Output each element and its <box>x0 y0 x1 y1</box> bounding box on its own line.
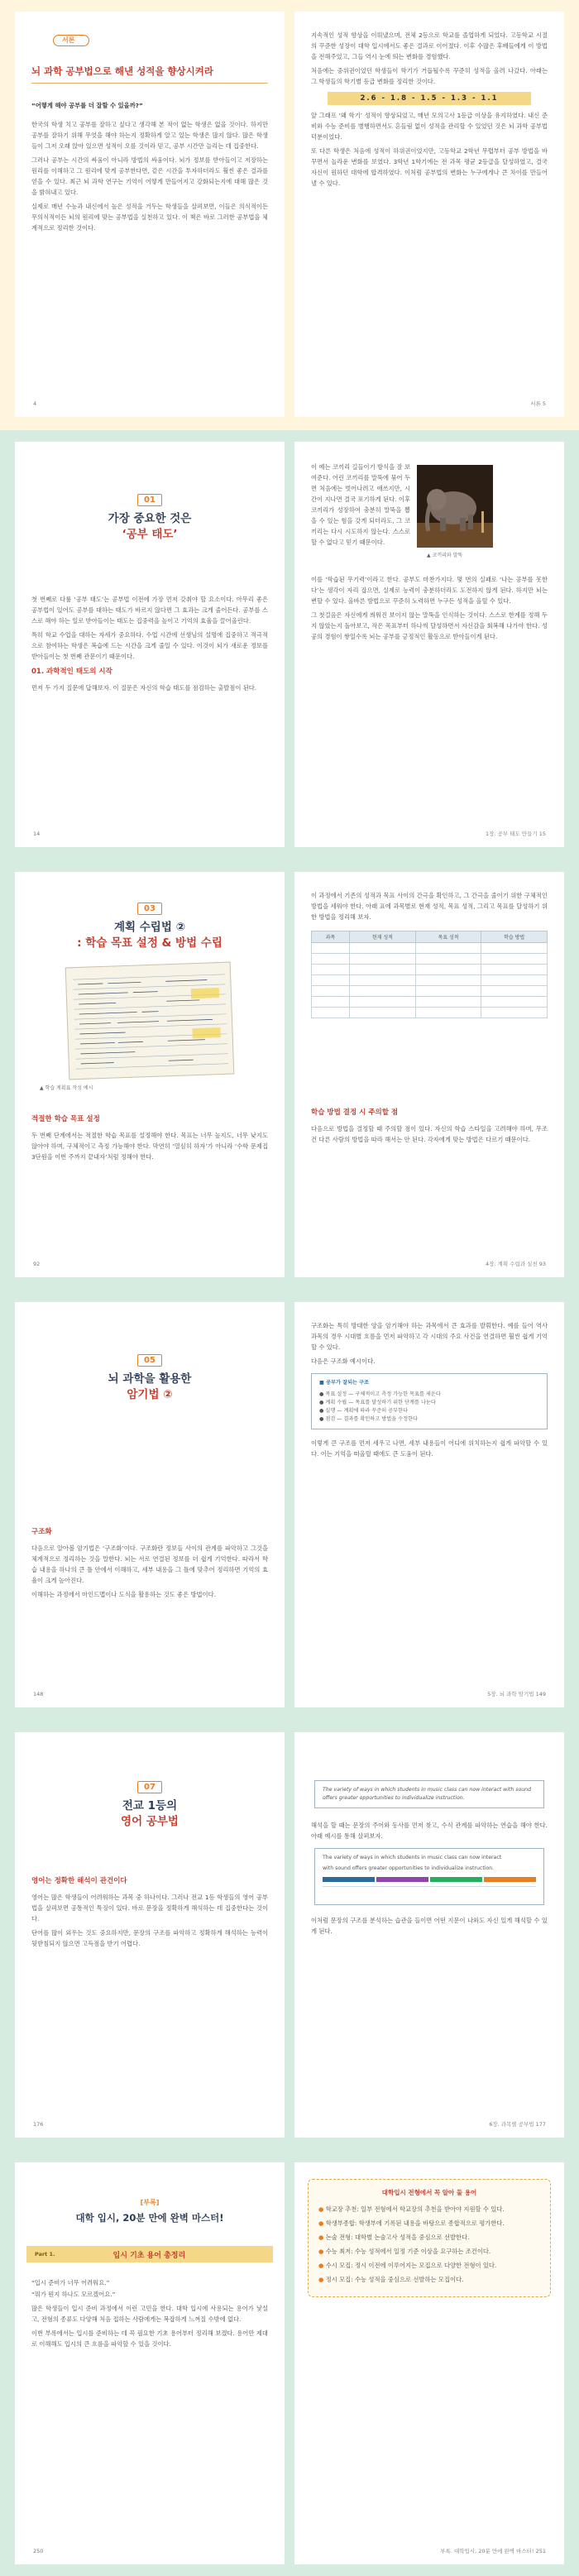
analysis-note <box>323 1886 536 1899</box>
analysis-sentence: The variety of ways in which students in music class can now interact <box>323 1855 502 1860</box>
paragraph: 그러나 공부는 시간의 싸움이 아니라 방법의 싸움이다. 뇌가 정보를 받아들이고 저장하는 원리를 이해하고 그 원리에 맞게 공부한다면, 같은 시간을 투자하더라도 훨씬 좋은 결과를 얻을 수 있다. 최근 뇌 과학 연구는 기억이 어떻게 만들어지고 강화되는지에 대해 많은 것을 밝혀내고 있다. <box>31 156 268 196</box>
legend-swatch <box>323 1877 375 1882</box>
body <box>31 100 268 233</box>
paragraph: 다음은 구조화 예시이다. <box>311 1357 376 1365</box>
subhead: 구조화 <box>31 1528 52 1536</box>
bullet-icon: ● <box>318 2205 326 2213</box>
diagram-line: ● 목표 설정 — 구체적이고 측정 가능한 목표를 세운다 <box>319 1391 441 1397</box>
page-right <box>294 1302 564 1707</box>
paragraph: “입시 준비가 너무 어려워요.” <box>31 2279 110 2286</box>
tag-row <box>53 35 285 46</box>
chapter-title <box>15 920 285 951</box>
appendix-title: 대학 입시, 20분 만에 완벽 마스터! <box>75 2212 224 2224</box>
page-left <box>15 872 285 1277</box>
page-number: 14 <box>33 831 41 837</box>
body <box>311 30 548 87</box>
headline: 뇌 과학 공부법으로 해낸 성적을 향상시켜라 <box>31 65 213 77</box>
legend-swatch <box>484 1877 536 1882</box>
diagram-line: ● 점검 — 결과를 확인하고 방법을 수정한다 <box>319 1416 419 1422</box>
spread-chapter-03-plan <box>0 860 579 1290</box>
paragraph: 특히 학교 수업을 대하는 자세가 중요하다. 수업 시간에 선생님의 설명에 집중하고 적극적으로 참여하는 학생은 복습에 드는 시간을 크게 줄일 수 있다. 이것이 뇌가 새로운 정보를 받아들이는 첫 번째 관문이기 때문이다. <box>31 631 268 660</box>
body <box>31 1114 268 1162</box>
table-row <box>312 943 548 954</box>
paragraph: 앞 그래프 ‘왜 학기’ 성적이 향상되었고, 매년 모의고사 1등급 이상을 유지하였다. 내신 준비와 수능 준비를 병행하면서도 흔들림 없이 성적을 관리할 수 있었던 것은 뇌 과학 공부법 덕분이었다. <box>311 112 548 141</box>
chapter-tag: 03 <box>137 903 162 915</box>
term: 정시 모집: 수능 성적을 중심으로 선발하는 모집이다. <box>325 2276 464 2283</box>
tag-row <box>15 898 285 915</box>
page-number: 92 <box>33 1261 41 1267</box>
body <box>311 1915 548 1937</box>
table-header-row <box>312 931 548 943</box>
chapter-title <box>15 1372 285 1403</box>
chapter-tag: 서론 <box>62 36 75 44</box>
legend-swatch <box>376 1877 428 1882</box>
chapter-title <box>15 511 285 543</box>
table-row <box>312 975 548 986</box>
chapter-tag: 01 <box>137 494 162 506</box>
page-right <box>294 442 564 847</box>
table-row <box>312 1008 548 1018</box>
page-number: 4장. 계획 수립과 실천 93 <box>486 1261 546 1267</box>
appendix-label: [부록] <box>140 2199 160 2206</box>
paragraph: 그 첫걸음은 자신에게 씌워진 보이지 않는 말뚝을 인식하는 것이다. 스스로 한계를 정해 두지 않았는지 돌아보고, 작은 목표부터 하나씩 달성하면서 자신감을 회복해 나가야 한다. 성공의 경험이 쌓일수록 뇌는 공부를 긍정적인 활동으로 받아들이게 된다. <box>311 611 548 640</box>
tag-row <box>15 490 285 506</box>
title-line: 암기법 ② <box>127 1388 173 1401</box>
body <box>311 1108 548 1145</box>
headline-rule <box>31 83 268 84</box>
paragraph: 이 과정에서 기존의 성적과 목표 사이의 간극을 확인하고, 그 간극을 줄이기 위한 구체적인 방법을 세워야 한다. 아래 표에 과목별로 현재 성적, 목표 성적, 그리고 목표를 달성하기 위한 방법을 정리해 보자. <box>311 892 548 921</box>
chapter-tag: 05 <box>137 1354 162 1367</box>
paragraph: 영어는 많은 학생들이 어려워하는 과목 중 하나이다. 그러나 전교 1등 학생들의 영어 공부법을 살펴보면 공통적인 특징이 있다. 바로 문장을 정확하게 해석하는 데 집중한다는 것이다. <box>31 1894 268 1922</box>
paragraph: 다음으로 알아볼 암기법은 ‘구조화’이다. 구조화란 정보들 사이의 관계를 파악하고 그것을 체계적으로 정리하는 것을 말한다. 뇌는 서로 연결된 정보를 더 쉽게 기억한다. 따라서 학습 내용을 하나의 큰 틀 안에서 이해하고, 세부 내용을 그 틀에 맞추어 정리하면 기억의 효율이 크게 높아진다. <box>31 1544 268 1584</box>
page-number: 부록. 대학입시, 20분 만에 완벽 마스터! 251 <box>440 2548 546 2554</box>
part-bar <box>26 2246 273 2262</box>
body <box>31 2277 268 2349</box>
spread-chapter-07-english <box>0 1721 579 2151</box>
bullet-icon: ● <box>318 2234 326 2241</box>
list-item <box>318 2246 540 2257</box>
paragraph: “뭐가 뭔지 하나도 모르겠어요.” <box>31 2291 116 2298</box>
paragraph: 먼저 두 가지 질문에 답해보자. 이 질문은 자신의 학습 태도를 점검하는 출발점이 된다. <box>31 684 257 692</box>
term: 논술 전형: 대학별 논술고사 성적을 중심으로 선발한다. <box>325 2234 470 2241</box>
spread-appendix <box>0 2151 579 2576</box>
diagram-line: ● 계획 수립 — 목표를 달성하기 위한 단계를 나눈다 <box>319 1400 436 1405</box>
paragraph: 해석을 할 때는 문장의 주어와 동사를 먼저 찾고, 수식 관계를 파악하는 연습을 해야 한다. 아래 예시를 통해 살펴보자. <box>311 1822 548 1840</box>
example-sentence: The variety of ways in which students in music class can now interact with sound offers greater opportunities to individualize instruction. <box>323 1787 532 1801</box>
color-legend <box>323 1877 536 1882</box>
subhead: 학습 방법 결정 시 주의할 점 <box>311 1108 399 1117</box>
list-item <box>318 2260 540 2271</box>
page-number: 148 <box>33 1691 44 1697</box>
bullet-icon: ● <box>318 2276 326 2283</box>
page-left <box>15 2162 285 2564</box>
paragraph: 이해하는 과정에서 마인드맵이나 도식을 활용하는 것도 좋은 방법이다. <box>31 1591 216 1598</box>
paragraph: 이 예는 코끼리 길들이기 방식을 잘 보여준다. 어린 코끼리를 말뚝에 묶어 두면 처음에는 벗어나려고 애쓰지만, 시간이 지나면 결국 포기하게 된다. 이후 코끼리가 성장하여 충분히 말뚝을 뽑을 수 있는 힘을 갖게 되더라도, 그 코끼리는 다시 시도하지 않는다. 스스로 할 수 없다고 믿기 때문이다. <box>311 463 410 546</box>
bullet-icon: ● <box>318 2248 326 2255</box>
page-right <box>294 1732 564 2138</box>
image-caption: ▲ 코끼리와 말뚝 <box>427 553 463 558</box>
spread-chapter-01 <box>0 430 579 860</box>
analysis-sentence: with sound offers greater opportunities to individualize instruction. <box>323 1865 495 1871</box>
paragraph: 구조화는 특히 방대한 양을 암기해야 하는 과목에서 큰 효과를 발휘한다. 예를 들어 역사 과목의 경우 시대별 흐름을 먼저 파악하고 각 시대의 주요 사건을 연결하면 훨씬 쉽게 기억할 수 있다. <box>311 1322 548 1351</box>
body-narrow <box>311 462 410 551</box>
page-right <box>294 872 564 1277</box>
table-row <box>312 997 548 1008</box>
grade-strip: 2.6 - 1.8 - 1.5 - 1.3 - 1.1 <box>328 92 531 105</box>
paragraph: 첫 번째로 다룰 ‘공부 태도’는 공부법 이전에 가장 먼저 갖춰야 할 요소이다. 아무리 좋은 공부법이 있어도 공부를 대하는 태도가 바르지 않다면 그 효과는 크게 줄어든다. 공부를 스스로 해야 하는 일로 받아들이는 태도는 집중력을 높이고 기억의 효율을 끌어올린다. <box>31 596 268 625</box>
legend-swatch <box>430 1877 482 1882</box>
subhead: 적절한 학습 목표 설정 <box>31 1115 100 1123</box>
planner-photo <box>65 962 235 1080</box>
paragraph: 이번 부록에서는 입시를 준비하는 데 꼭 필요한 기초 용어부터 정리해 보겠다. 용어만 제대로 이해해도 입시의 큰 흐름을 파악할 수 있을 것이다. <box>31 2329 268 2348</box>
appendix-tag <box>15 2192 285 2208</box>
title-line: 가장 중요한 것은 <box>108 512 192 525</box>
paragraph: 이처럼 문장의 구조를 분석하는 습관을 들이면 어떤 지문이 나와도 자신 있게 해석할 수 있게 된다. <box>311 1917 548 1935</box>
page-right <box>294 2162 564 2564</box>
analysis-box <box>314 1848 544 1905</box>
paragraph: 다음으로 방법을 결정할 때 주의할 점이 있다. 자신의 학습 스타일을 고려해야 하며, 무조건 다른 사람의 방법을 따라 해서는 안 된다. 각자에게 맞는 방법은 다르기 때문이다. <box>311 1125 548 1143</box>
term: 수시 모집: 정시 이전에 이루어지는 모집으로 다양한 전형이 있다. <box>325 2262 497 2269</box>
spread-intro <box>0 0 579 430</box>
diagram-line: ● 실행 — 계획에 따라 꾸준히 공부한다 <box>319 1408 409 1414</box>
paragraph: 두 번째 단계에서는 적절한 학습 목표를 설정해야 한다. 목표는 너무 높지도, 너무 낮지도 않아야 하며, 구체적이고 측정 가능해야 한다. 막연히 ‘열심히 하자’가 아니라 ‘수학 문제집 3단원을 이번 주까지 끝내자’처럼 정해야 한다. <box>31 1132 268 1161</box>
page-number: 250 <box>33 2548 44 2554</box>
page-left <box>15 12 285 417</box>
terms-list <box>318 2204 540 2285</box>
body <box>31 594 268 693</box>
column-header: 목표 성적 <box>415 931 481 943</box>
paragraph: 지속적인 성적 향상을 이뤄냈으며, 전체 2등으로 학교를 졸업하게 되었다. 고등학교 시절의 꾸준한 성장이 대학 입시에서도 좋은 결과로 이어졌다. 이후 수많은 후배들에게 이 방법을 전해주었고, 그들 역시 눈에 띄는 변화를 경험했다. <box>311 31 548 60</box>
column-header: 학습 방법 <box>481 931 548 943</box>
term: 학생부종합: 학생부에 기록된 내용을 바탕으로 종합적으로 평가한다. <box>325 2219 505 2227</box>
table-row <box>312 986 548 997</box>
term: 수능 최저: 수능 성적에서 일정 기준 이상을 요구하는 조건이다. <box>325 2248 491 2255</box>
bullet-icon: ● <box>318 2219 326 2227</box>
list-item <box>318 2218 540 2229</box>
list-item <box>318 2274 540 2285</box>
part-title: 입시 기초 용어 총정리 <box>112 2251 186 2260</box>
chapter-tag: 07 <box>137 1781 162 1793</box>
paragraph: 한국의 학생 치고 공부를 잘하고 싶다고 생각해 본 적이 없는 학생은 없을 것이다. 하지만 공부를 잘하기 위해 무엇을 해야 하는지 정확하게 알고 있는 학생은 많지 않다. 많은 학생들이 그저 오래 앉아 있으면 성적이 오를 것이라 믿고, 공부 시간만 늘리는 데 집중한다. <box>31 121 268 150</box>
list-item <box>318 2232 540 2243</box>
pencil-icon <box>53 35 89 46</box>
title-line: 영어 공부법 <box>121 1815 179 1828</box>
tag-row <box>15 1777 285 1793</box>
paragraph: 많은 학생들이 입시 준비 과정에서 이런 고민을 한다. 대학 입시에 사용되는 용어가 낯설고, 전형의 종류도 다양해 처음 접하는 사람에게는 복잡하게 느껴질 수밖에 없다. <box>31 2305 268 2323</box>
diagram-title: ■ 공부가 잘되는 구조 <box>319 1380 370 1386</box>
page-number: 5장. 뇌 과학 암기법 149 <box>487 1691 546 1697</box>
title-line: 전교 1등의 <box>122 1799 178 1812</box>
terms-box <box>308 2179 551 2297</box>
page-number: 176 <box>33 2121 44 2128</box>
bullet-icon: ● <box>318 2262 326 2269</box>
page-number: 6장. 과목별 공부법 177 <box>489 2121 546 2128</box>
title-line: : 학습 목표 설정 & 방법 수립 <box>77 936 223 950</box>
page-left <box>15 1732 285 2138</box>
body <box>311 574 548 645</box>
body <box>311 110 548 189</box>
body <box>31 1527 268 1600</box>
title-line: 뇌 과학을 활용한 <box>108 1372 192 1386</box>
subhead: 01. 과학적인 태도의 시작 <box>31 668 112 676</box>
page-number: 1장. 공부 태도 만들기 15 <box>486 831 546 837</box>
structure-diagram <box>311 1373 548 1429</box>
goal-table <box>311 931 548 1018</box>
page-number: 서론 5 <box>530 400 546 407</box>
body <box>311 1820 548 1841</box>
title-line: ‘공부 태도’ <box>122 528 178 541</box>
term: 학교장 추천: 일부 전형에서 학교장의 추천을 받아야 지원할 수 있다. <box>325 2205 505 2213</box>
body <box>311 890 548 922</box>
column-header: 과목 <box>312 931 350 943</box>
paragraph: 이렇게 큰 구조를 먼저 세우고 나면, 세부 내용들이 어디에 위치하는지 쉽게 파악할 수 있다. 이는 기억을 떠올릴 때에도 큰 도움이 된다. <box>311 1439 548 1458</box>
table-row <box>312 954 548 965</box>
title-line: 계획 수립법 ② <box>113 921 186 934</box>
paragraph: 단어를 많이 외우는 것도 중요하지만, 문장의 구조를 파악하고 정확하게 해석하는 능력이 뒷받침되지 않으면 고득점을 받기 어렵다. <box>31 1929 268 1947</box>
paragraph: 이를 ‘학습된 무기력’이라고 한다. 공부도 마찬가지다. 몇 번의 실패로 ‘나는 공부를 못한다’는 생각이 자리 잡으면, 실제로 능력이 충분하더라도 도전하지 않게 된다. 하지만 뇌는 변할 수 있다. 올바른 방법으로 꾸준히 노력하면 누구든 성적을 올릴 수 있다. <box>311 576 548 605</box>
example-sentence-box <box>314 1780 544 1808</box>
table-row <box>312 965 548 975</box>
tag-row <box>15 1350 285 1367</box>
body <box>31 1876 268 1949</box>
paragraph: 실제로 매년 수능과 내신에서 높은 성적을 거두는 학생들을 살펴보면, 이들은 의식적이든 무의식적이든 뇌의 원리에 맞는 공부법을 실천하고 있다. 이 책은 바로 그러한 공부법을 체계적으로 정리한 것이다. <box>31 203 268 232</box>
paragraph: 또 다른 학생은 처음에 성적이 하위권이었지만, 고등학교 2학년 무렵부터 공부 방법을 바꾸면서 놀라운 변화를 보였다. 3학년 1학기에는 전 과목 평균 2등급을 달성하였고, 결국 자신이 원하던 대학에 합격하였다. 이처럼 공부법의 변화는 누구에게나 큰 차이를 만들어 낼 수 있다. <box>311 147 548 187</box>
elephant-photo <box>417 465 493 548</box>
quote: “어떻게 해야 공부를 더 잘할 수 있을까?” <box>31 102 143 109</box>
page-left <box>15 442 285 847</box>
list-item <box>318 2204 540 2214</box>
goal-table-wrap <box>311 931 548 1018</box>
body <box>311 1438 548 1459</box>
terms-box-title: 대학입시 전형에서 꼭 알아 둘 용어 <box>381 2189 477 2196</box>
image-caption: ▲ 학습 계획표 작성 예시 <box>40 1085 93 1091</box>
page-right <box>294 12 564 417</box>
part-label: Part 1. <box>35 2251 55 2258</box>
body <box>311 1320 548 1367</box>
subhead: 영어는 정확한 해석이 관건이다 <box>31 1877 127 1885</box>
page-left <box>15 1302 285 1707</box>
spread-chapter-05-memory <box>0 1290 579 1721</box>
page-number: 4 <box>33 400 37 407</box>
paragraph: 처음에는 중위권이었던 학생들이 학기가 거듭될수록 꾸준히 성적을 올려 나갔다. 아래는 그 학생들의 학기별 등급 변화를 정리한 것이다. <box>311 67 548 85</box>
column-header: 현재 성적 <box>350 931 416 943</box>
chapter-title <box>15 1798 285 1830</box>
